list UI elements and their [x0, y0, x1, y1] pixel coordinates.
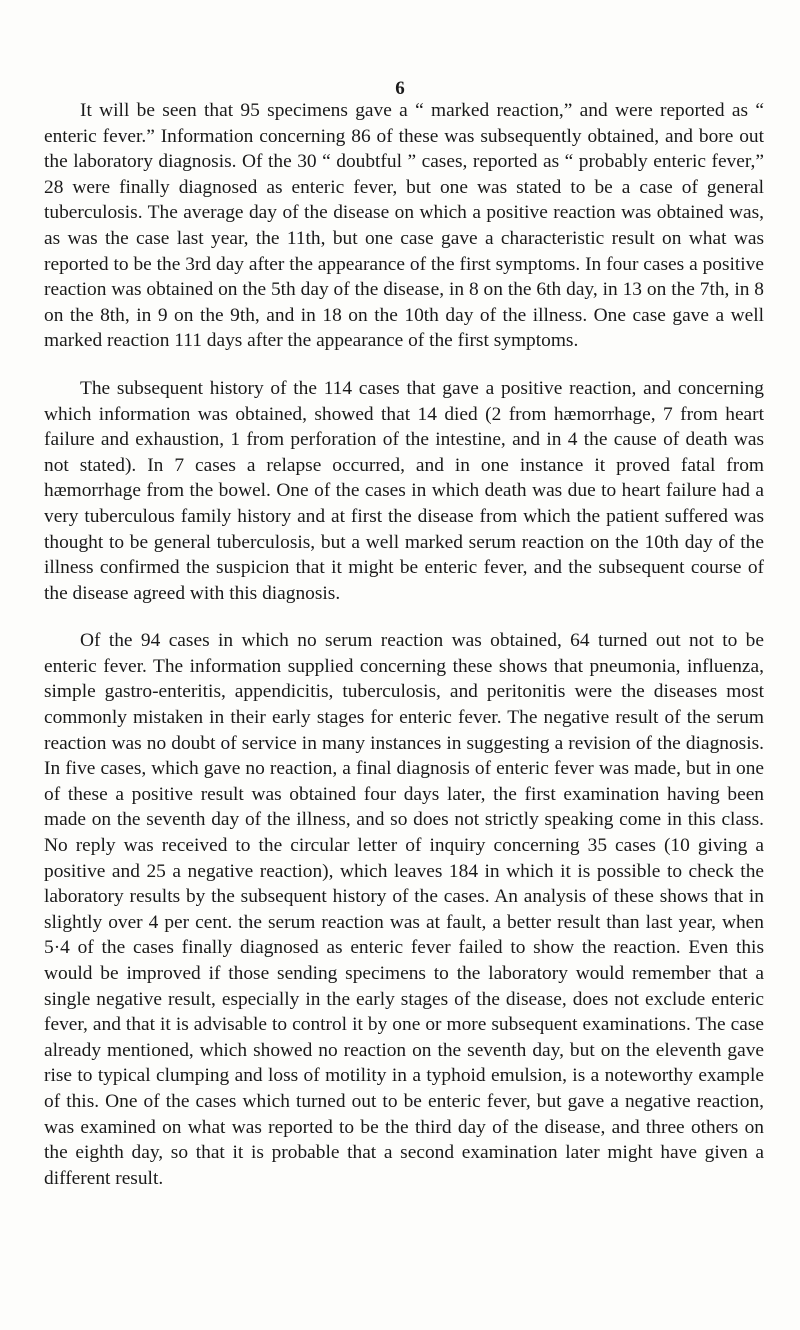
body-text	[44, 98, 764, 1213]
paragraph-subsequent-history: The subsequent history of the 114 cases that gave a positive reaction, and concerning which information was obtained, showed that 14 died (2 from hæmorrhage, 7 from heart failure and exhaustion, 1 from perforation of the intestine, and in 4 the cause of death was not stated). In 7 cases a relapse occurred, and in one instance it proved fatal from hæmorrhage from the bowel. One of the cases in which death was due to heart failure had a very tuberculous family history and at first the disease from which the patient suffered was thought to be general tuberculosis, but a well marked serum reaction on the 10th day of the illness confirmed the suspicion that it might be enteric fever, and the subsequent course of the disease agreed with this diagnosis.	[44, 377, 764, 604]
paragraph-serum-reaction-results: It will be seen that 95 specimens gave a “ marked reaction,” and were reported as “ enteric fever.” Information concerning 86 of these was subsequently obtained, and bore out the laboratory diagnosis. Of the 30 “ doubtful ” cases, reported as “ probably enteric fever,” 28 were finally diagnosed as enteric fever, but one was stated to be a case of general tuberculosis. The average day of the disease on which a positive reaction was obtained was, as was the case last year, the 11th, but one case gave a characteristic result on what was reported to be the 3rd day after the appearance of the first symptoms. In four cases a positive reaction was obtained on the 5th day of the disease, in 8 on the 6th day, in 13 on the 7th, in 8 on the 8th, in 9 on the 9th, and in 18 on the 10th day of the illness. One case gave a well marked reaction 111 days after the appearance of the first symptoms.	[44, 100, 764, 352]
page-number: 6	[395, 78, 405, 99]
paragraph-negative-cases: Of the 94 cases in which no serum reaction was obtained, 64 turned out not to be enteric fever. The information supplied concerning these shows that pneumonia, influenza, simple gastro-enteritis, appendicitis, tuberculosis, and peritonitis were the diseases most commonly mistaken in their early stages for enteric fever. The negative result of the serum reaction was no doubt of service in many instances in suggesting a revision of the diagnosis. In five cases, which gave no reaction, a final diagnosis of enteric fever was made, but in one of these a positive result was obtained four days later, the first examination having been made on the seventh day of the illness, and so does not strictly speaking come in this class. No reply was received to the circular letter of inquiry concerning 35 cases (10 giving a positive and 25 a negative reaction), which leaves 184 in which it is possible to check the laboratory results by the subsequent history of the cases. An analysis of these shows that in slightly over 4 per cent. the serum reaction was at fault, a better result than last year, when 5·4 of the cases finally diagnosed as enteric fever failed to show the reaction. Even this would be improved if those sending specimens to the laboratory would remember that a single negative result, especially in the early stages of the disease, does not exclude enteric fever, and that it is advisable to control it by one or more subsequent examinations. The case already mentioned, which showed no reaction on the seventh day, but on the eleventh gave rise to typical clumping and loss of motility in a typhoid emulsion, is a noteworthy example of this. One of the cases which turned out to be enteric fever, but gave a negative reaction, was examined on what was reported to be the third day of the disease, and three others on the eighth day, so that it is probable that a second examination later might have given a different result.	[44, 630, 764, 1189]
